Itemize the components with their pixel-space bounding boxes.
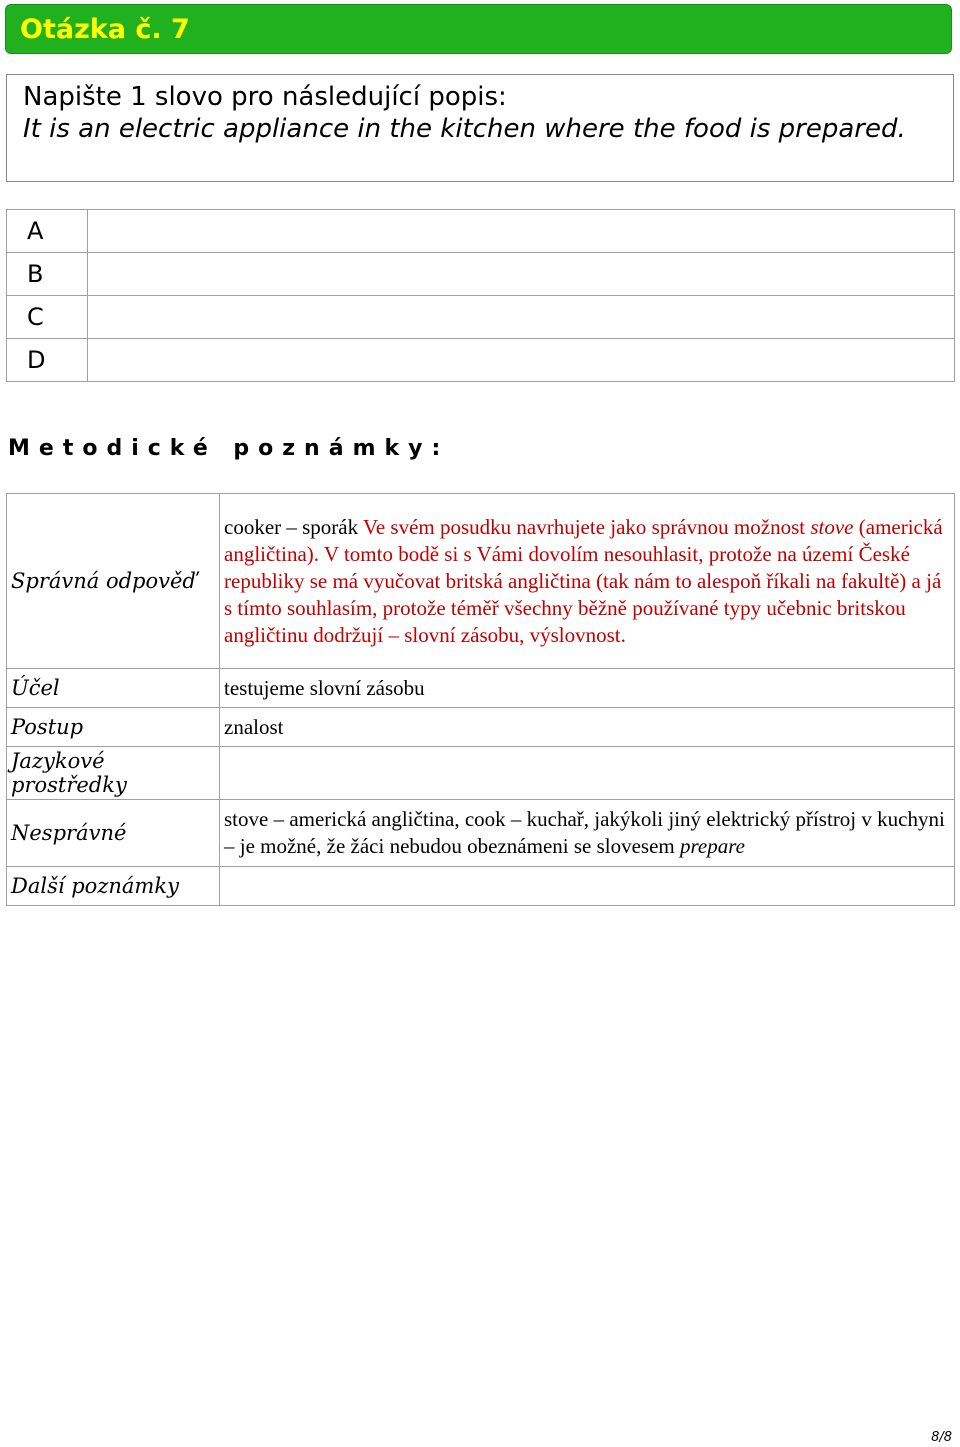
reviewer-comment-stove: stove bbox=[810, 514, 854, 539]
question-header bbox=[5, 4, 952, 54]
option-row-c bbox=[7, 296, 955, 339]
option-answer-field[interactable] bbox=[88, 253, 955, 296]
purpose-label: Účel bbox=[7, 669, 220, 708]
question-instruction: Napište 1 slovo pro následující popis: bbox=[23, 82, 507, 112]
notes-heading: Metodické poznámky: bbox=[8, 436, 450, 461]
notes-table bbox=[6, 493, 955, 906]
procedure-label: Postup bbox=[7, 708, 220, 747]
option-letter: A bbox=[7, 210, 88, 253]
notes-row-incorrect bbox=[7, 800, 955, 867]
question-number-title: Otázka č. 7 bbox=[20, 14, 190, 45]
option-row-a bbox=[7, 210, 955, 253]
notes-row-other bbox=[7, 867, 955, 906]
option-letter: C bbox=[7, 296, 88, 339]
question-box bbox=[6, 74, 954, 182]
notes-row-correct bbox=[7, 494, 955, 669]
correct-answer-label: Správná odpověď bbox=[7, 494, 220, 669]
notes-row-procedure bbox=[7, 708, 955, 747]
correct-answer-text: cooker – sporák bbox=[224, 514, 359, 539]
page-number: 8/8 bbox=[931, 1430, 952, 1445]
incorrect-label: Nesprávné bbox=[7, 800, 220, 867]
option-letter: D bbox=[7, 339, 88, 382]
answer-options-table bbox=[6, 209, 955, 382]
option-row-b bbox=[7, 253, 955, 296]
incorrect-text: stove – americká angličtina, cook – kuchař, jakýkoli jiný elektrický přístroj v kuchyni – je možné, že žáci nebudou obeznámeni se slovesem bbox=[224, 807, 945, 858]
correct-answer-cell bbox=[220, 494, 955, 669]
incorrect-cell bbox=[220, 800, 955, 867]
purpose-value: testujeme slovní zásobu bbox=[220, 669, 955, 708]
option-answer-field[interactable] bbox=[88, 339, 955, 382]
option-letter: B bbox=[7, 253, 88, 296]
question-text: It is an electric appliance in the kitchen where the food is prepared. bbox=[23, 114, 906, 144]
option-answer-field[interactable] bbox=[88, 210, 955, 253]
notes-row-purpose bbox=[7, 669, 955, 708]
option-answer-field[interactable] bbox=[88, 296, 955, 339]
language-means-value bbox=[220, 747, 955, 800]
reviewer-comment-part1: Ve svém posudku navrhujete jako správnou možnost bbox=[358, 514, 811, 539]
other-notes-label: Další poznámky bbox=[7, 867, 220, 906]
option-row-d bbox=[7, 339, 955, 382]
language-means-label: Jazykové prostředky bbox=[7, 747, 220, 800]
procedure-value: znalost bbox=[220, 708, 955, 747]
other-notes-value bbox=[220, 867, 955, 906]
reviewer-comment-part2: (americká angličtina). V tomto bodě si s Vámi dovolím nesouhlasit, protože na území České republiky se má vyučovat britská angličtina (tak nám to alespoň říkali na fakultě) a já s tímto souhlasím, protože téměř všechny běžně používané typy učebnic britskou angličtinu dodržují – slovní zásobu, výslovnost. bbox=[224, 514, 943, 647]
notes-row-language bbox=[7, 747, 955, 800]
incorrect-text-prepare: prepare bbox=[680, 834, 745, 858]
